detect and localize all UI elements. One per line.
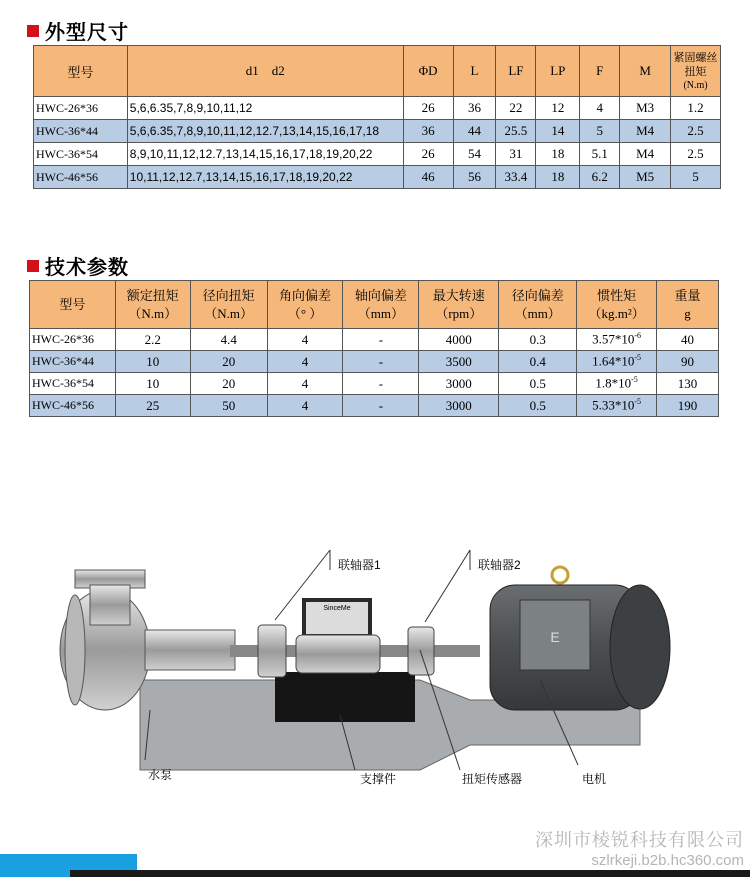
col-header-model: 型号 [34,46,128,97]
footer-dark-bar [70,870,750,877]
table-row: HWC-36*54 10 20 4 - 3000 0.5 $1.8*10^{-5}$ 130 [30,373,719,395]
col-header-phid: ΦD [403,46,453,97]
col-header-radial-dev: 径向偏差 （mm） [499,281,577,329]
motor [490,567,670,710]
section-title-dimensions [27,16,129,45]
support-block [275,672,415,722]
col-header-model: 型号 [30,281,116,329]
col-header-lp: LP [536,46,580,97]
table-row: HWC-46*56 10,11,12,12.7,13,14,15,16,17,18,19,20,22 46 56 33.4 18 6.2 M5 5 [34,166,721,189]
col-header-axial-dev: 轴向偏差 （mm） [343,281,419,329]
table-header-row [34,46,721,97]
table-header-row [30,281,719,329]
section-title-specs [27,251,129,280]
table-row: HWC-46*56 25 50 4 - 3000 0.5 $5.33*10^{-5}$ 190 [30,395,719,417]
col-header-lf: LF [496,46,536,97]
torque-sensor [296,598,380,673]
specs-table [29,280,719,417]
col-header-radial-torque: 径向扭矩 （N.m） [190,281,267,329]
svg-text:SinceMe: SinceMe [323,605,351,612]
col-header-max-speed: 最大转速 （rpm） [419,281,499,329]
company-watermark: 深圳市棱锐科技有限公司 [535,830,744,850]
section-title-text: 外型尺寸 [45,20,129,44]
label-support: 支撑件 [360,772,397,786]
table-row: HWC-36*44 10 20 4 - 3500 0.4 $1.64*10^{-5}$ 90 [30,351,719,373]
dimensions-table [33,45,721,189]
label-coupling-1: 联轴器1 [338,558,381,572]
svg-text:E: E [550,629,560,645]
col-header-weight: 重量 g [657,281,719,329]
col-header-d1-d2: d1 d2 [127,46,403,97]
col-header-inertia: 惯性矩 （kg.m²） [577,281,657,329]
url-watermark: szlrkeji.b2b.hc360.com [591,852,744,869]
col-header-m: M [620,46,671,97]
section-title-text: 技术参数 [45,255,129,279]
table-row: HWC-36*54 8,9,10,11,12,12.7,13,14,15,16,17,18,19,20,22 26 54 31 18 5.1 M4 2.5 [34,143,721,166]
table-row: HWC-36*44 5,6,6.35,7,8,9,10,11,12,12.7,13,14,15,16,17,18 36 44 25.5 14 5 M4 2.5 [34,120,721,143]
label-pump: 水泵 [148,768,173,782]
label-coupling-2: 联轴器2 [478,558,521,572]
col-header-rated-torque: 额定扭矩 （N.m） [115,281,190,329]
col-header-f: F [580,46,620,97]
label-torque-sensor: 扭矩传感器 [462,772,523,786]
red-square-icon [27,25,39,37]
col-header-torque: 紧固螺丝扭矩 (N.m) [671,46,721,97]
col-header-angular-dev: 角向偏差 （° ） [267,281,343,329]
table-row: HWC-26*36 5,6,6.35,7,8,9,10,11,12 26 36 22 12 4 M3 1.2 [34,97,721,120]
label-motor: 电机 [582,772,607,786]
col-header-l: L [453,46,496,97]
red-square-icon [27,260,39,272]
coupling-2 [408,627,434,675]
table-row: HWC-26*36 2.2 4.4 4 - 4000 0.3 $3.57*10^{-6}$ 40 [30,329,719,351]
coupling-1 [258,625,286,677]
